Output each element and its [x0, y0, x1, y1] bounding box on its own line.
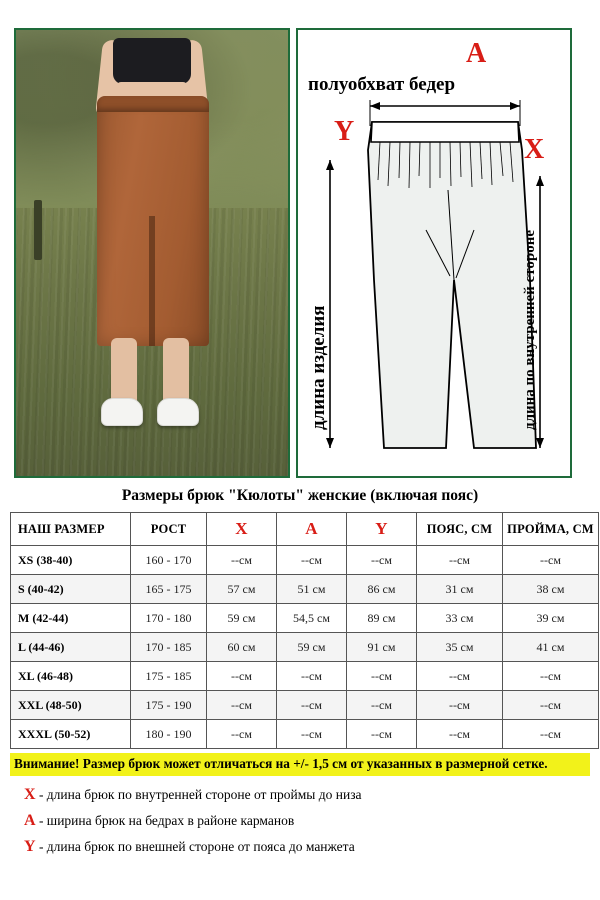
header-proyma: ПРОЙМА, СМ [503, 513, 599, 546]
cell-y: --см [347, 691, 417, 720]
legend-key-y: Y [24, 838, 36, 856]
cell-size: XL (46-48) [11, 662, 131, 691]
cell-height: 165 - 175 [131, 575, 207, 604]
cell-height: 175 - 190 [131, 691, 207, 720]
cell-y: --см [347, 546, 417, 575]
table-title: Размеры брюк "Кюлоты" женские (включая пояс) [121, 487, 479, 504]
cell-size: XS (38-40) [11, 546, 131, 575]
cell-x: 59 см [207, 604, 277, 633]
cell-x: 57 см [207, 575, 277, 604]
table-row [11, 633, 599, 662]
header-waist: ПОЯС, СМ [417, 513, 503, 546]
cell-y: --см [347, 720, 417, 749]
cell-waist: --см [417, 546, 503, 575]
cell-a: --см [277, 662, 347, 691]
legend-item [24, 782, 600, 808]
cell-a: 54,5 см [277, 604, 347, 633]
model-crop-top [113, 38, 191, 84]
cell-waist: --см [417, 720, 503, 749]
product-photo [14, 28, 290, 478]
table-row [11, 691, 599, 720]
cell-proyma: --см [503, 720, 599, 749]
header-size: НАШ РАЗМЕР [11, 513, 131, 546]
legend-item [24, 808, 600, 834]
legend-text-y: - длина брюк по внешней стороне от пояса до манжета [38, 839, 355, 855]
cell-a: --см [277, 720, 347, 749]
cell-y: 86 см [347, 575, 417, 604]
cell-x: --см [207, 720, 277, 749]
model-right-sneaker [157, 398, 199, 426]
cell-x: 60 см [207, 633, 277, 662]
diagram-label-x-letter: X [524, 134, 545, 165]
photo-post [34, 200, 42, 260]
table-row [11, 575, 599, 604]
legend-key-x: X [24, 786, 36, 804]
cell-proyma: --см [503, 546, 599, 575]
cell-a: 51 см [277, 575, 347, 604]
cell-height: 170 - 185 [131, 633, 207, 662]
legend-key-a: A [24, 812, 36, 830]
culottes-center-shadow [149, 216, 155, 346]
warning-banner: Внимание! Размер брюк может отличаться на +/- 1,5 см от указанных в размерной сетке. [10, 753, 590, 776]
legend-item [24, 834, 600, 860]
legend-text-x: - длина брюк по внутренней стороне от проймы до низа [38, 787, 362, 803]
table-body [11, 546, 599, 749]
header-height: РОСТ [131, 513, 207, 546]
cell-proyma: 41 см [503, 633, 599, 662]
cell-a: --см [277, 546, 347, 575]
header-x: X [207, 513, 277, 546]
cell-x: --см [207, 691, 277, 720]
pants-outline [368, 122, 536, 448]
cell-a: --см [277, 691, 347, 720]
cell-size: XXXL (50-52) [11, 720, 131, 749]
cell-height: 160 - 170 [131, 546, 207, 575]
diagram-label-a-letter: A [466, 38, 487, 69]
diagram-label-y-letter: Y [334, 116, 355, 147]
cell-size: M (42-44) [11, 604, 131, 633]
cell-height: 170 - 180 [131, 604, 207, 633]
culottes-waistband [97, 96, 209, 112]
cell-size: S (40-42) [11, 575, 131, 604]
header-a: A [277, 513, 347, 546]
header-y: Y [347, 513, 417, 546]
cell-proyma: --см [503, 691, 599, 720]
model-left-sneaker [101, 398, 143, 426]
cell-height: 180 - 190 [131, 720, 207, 749]
cell-waist: 35 см [417, 633, 503, 662]
cell-y: 91 см [347, 633, 417, 662]
cell-height: 175 - 185 [131, 662, 207, 691]
cell-y: --см [347, 662, 417, 691]
table-header-row [11, 513, 599, 546]
cell-x: --см [207, 662, 277, 691]
measurement-diagram [296, 28, 572, 478]
diagram-label-x-text: длина по внутренней стороне [522, 229, 538, 430]
cell-waist: --см [417, 662, 503, 691]
table-row [11, 662, 599, 691]
cell-a: 59 см [277, 633, 347, 662]
legend-text-a: - ширина брюк на бедрах в районе карманов [38, 813, 295, 829]
cell-size: L (44-46) [11, 633, 131, 662]
cell-proyma: 39 см [503, 604, 599, 633]
cell-waist: 31 см [417, 575, 503, 604]
cell-waist: 33 см [417, 604, 503, 633]
diagram-label-y-text: длина изделия [308, 305, 329, 430]
cell-proyma: --см [503, 662, 599, 691]
size-table-wrapper [0, 512, 600, 749]
cell-waist: --см [417, 691, 503, 720]
model-culottes [97, 96, 209, 346]
cell-size: XXL (48-50) [11, 691, 131, 720]
legend [24, 782, 600, 860]
cell-y: 89 см [347, 604, 417, 633]
table-row [11, 604, 599, 633]
cell-proyma: 38 см [503, 575, 599, 604]
cell-x: --см [207, 546, 277, 575]
table-row [11, 546, 599, 575]
table-row [11, 720, 599, 749]
size-table [10, 512, 599, 749]
diagram-label-a-text: полуобхват бедер [308, 74, 456, 95]
